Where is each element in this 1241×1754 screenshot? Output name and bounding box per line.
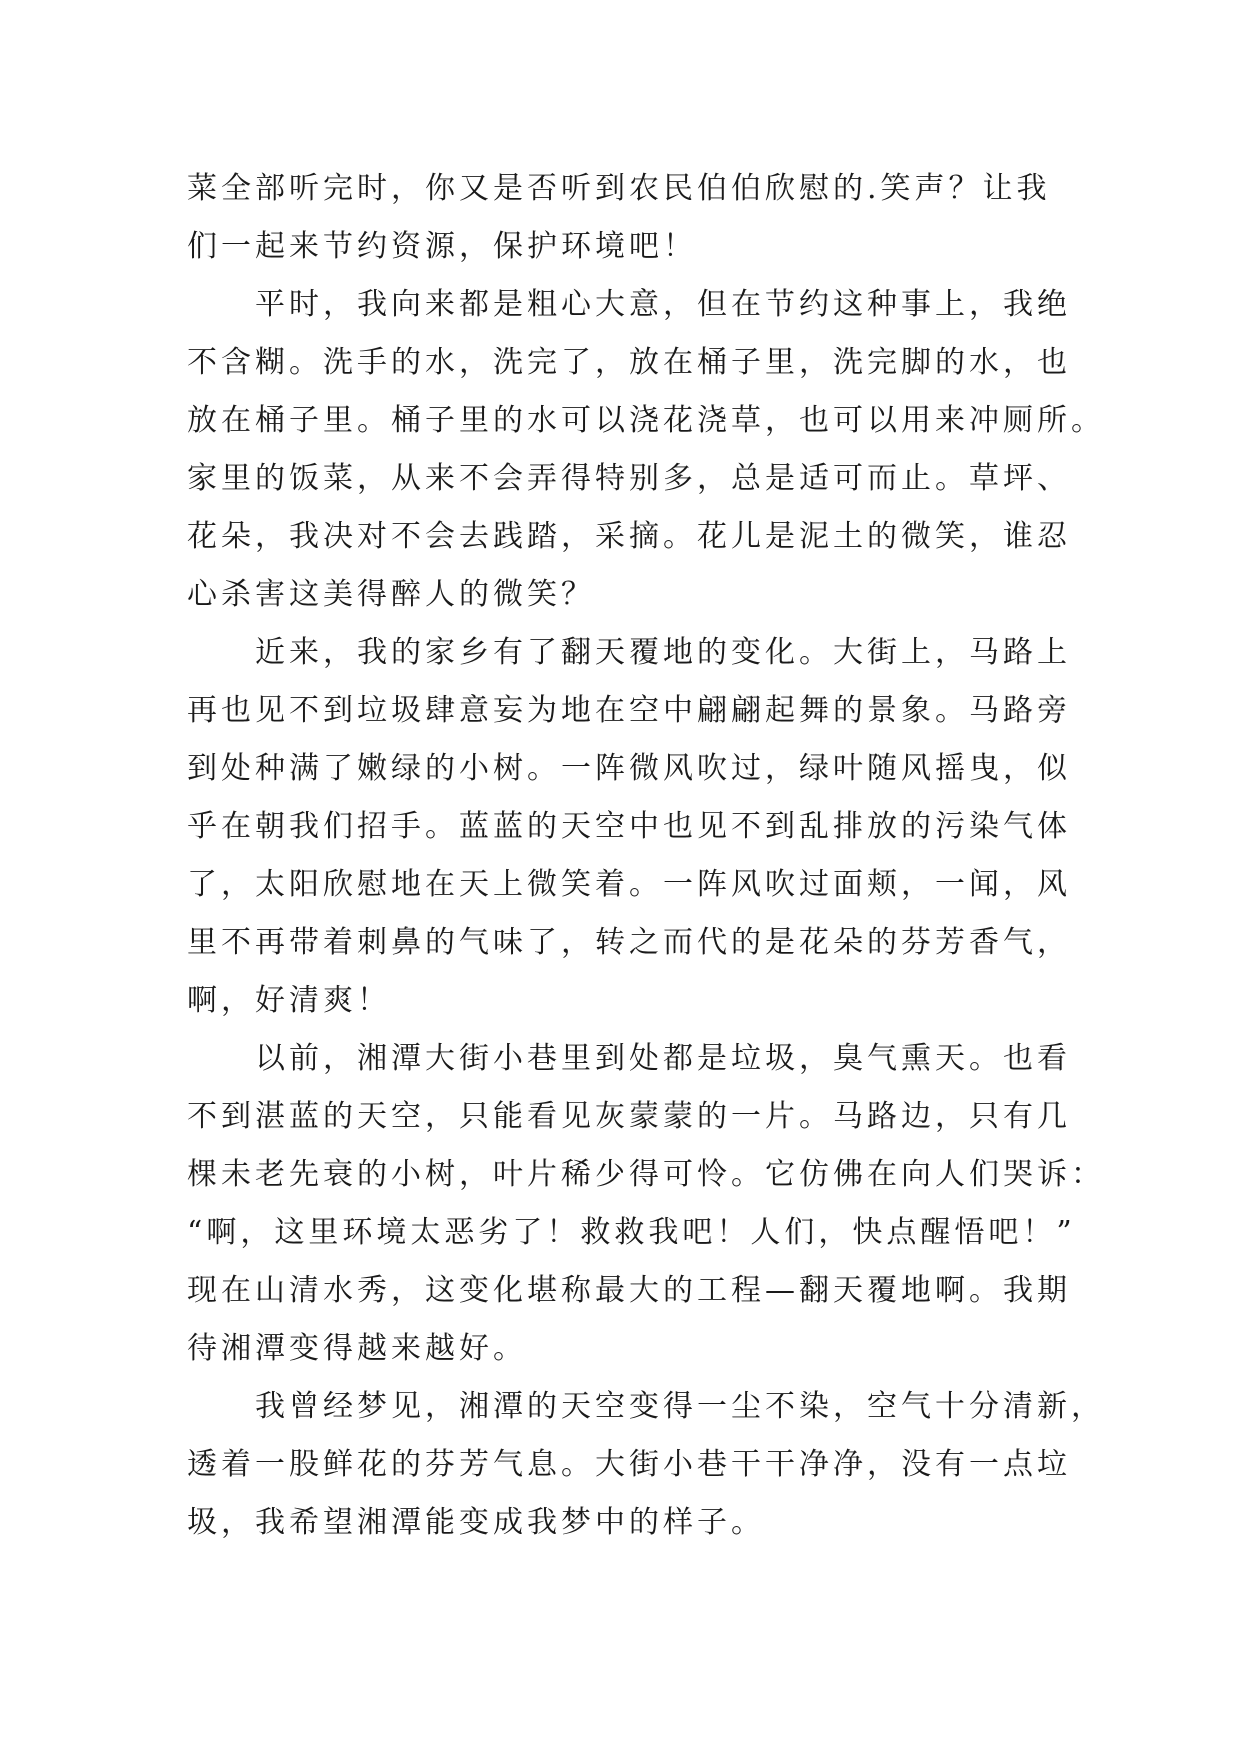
text-line: 平时，我向来都是粗心大意，但在节约这种事上，我绝 bbox=[255, 287, 1071, 322]
text-line: 心杀害这美得醉人的微笑？ bbox=[187, 577, 595, 612]
text-line: 了，太阳欣慰地在天上微笑着。一阵风吹过面颊，一闻，风 bbox=[187, 867, 1071, 902]
text-line: 透着一股鲜花的芬芳气息。大街小巷干干净净，没有一点垃 bbox=[187, 1447, 1071, 1482]
text-line: 们一起来节约资源，保护环境吧！ bbox=[187, 229, 697, 264]
text-line: 到处种满了嫩绿的小树。一阵微风吹过，绿叶随风摇曳，似 bbox=[187, 751, 1071, 786]
text-line: 圾，我希望湘潭能变成我梦中的样子。 bbox=[187, 1505, 765, 1540]
text-line: 乎在朝我们招手。蓝蓝的天空中也见不到乱排放的污染气体 bbox=[187, 809, 1071, 844]
text-line: 以前，湘潭大街小巷里到处都是垃圾，臭气熏天。也看 bbox=[255, 1041, 1071, 1076]
paragraph-4 bbox=[187, 1030, 1105, 1378]
text-line: 里不再带着刺鼻的气味了，转之而代的是花朵的芬芳香气， bbox=[187, 925, 1071, 960]
paragraph-3 bbox=[187, 624, 1071, 1030]
paragraph-1 bbox=[187, 160, 1067, 276]
text-line: 啊，好清爽！ bbox=[187, 983, 391, 1018]
text-line: 近来，我的家乡有了翻天覆地的变化。大街上，马路上 bbox=[255, 635, 1071, 670]
text-line: 家里的饭菜，从来不会弄得特别多，总是适可而止。草坪、 bbox=[187, 461, 1071, 496]
text-line: 我曾经梦见，湘潭的天空变得一尘不染，空气十分清新， bbox=[255, 1389, 1105, 1424]
text-line: 放在桶子里。桶子里的水可以浇花浇草，也可以用来冲厕所。 bbox=[187, 403, 1105, 438]
text-line: 不含糊。洗手的水，洗完了，放在桶子里，洗完脚的水，也 bbox=[187, 345, 1071, 380]
paragraph-2 bbox=[187, 276, 1105, 624]
text-line: 不到湛蓝的天空，只能看见灰蒙蒙的一片。马路边，只有几 bbox=[187, 1099, 1071, 1134]
text-line: 待湘潭变得越来越好。 bbox=[187, 1331, 527, 1366]
document-body bbox=[187, 160, 1105, 1552]
text-line: 再也见不到垃圾肆意妄为地在空中翩翩起舞的景象。马路旁 bbox=[187, 693, 1071, 728]
text-line: 棵未老先衰的小树，叶片稀少得可怜。它仿佛在向人们哭诉： bbox=[187, 1157, 1105, 1192]
text-line: 菜全部听完时，你又是否听到农民伯伯欣慰的.笑声？让我 bbox=[187, 171, 1051, 206]
paragraph-5 bbox=[187, 1378, 1105, 1552]
text-line: 现在山清水秀，这变化堪称最大的工程—翻天覆地啊。我期 bbox=[187, 1273, 1071, 1308]
text-line: “啊，这里环境太恶劣了！救救我吧！人们，快点醒悟吧！” bbox=[187, 1215, 1076, 1250]
text-line: 花朵，我决对不会去践踏，采摘。花儿是泥土的微笑，谁忍 bbox=[187, 519, 1071, 554]
